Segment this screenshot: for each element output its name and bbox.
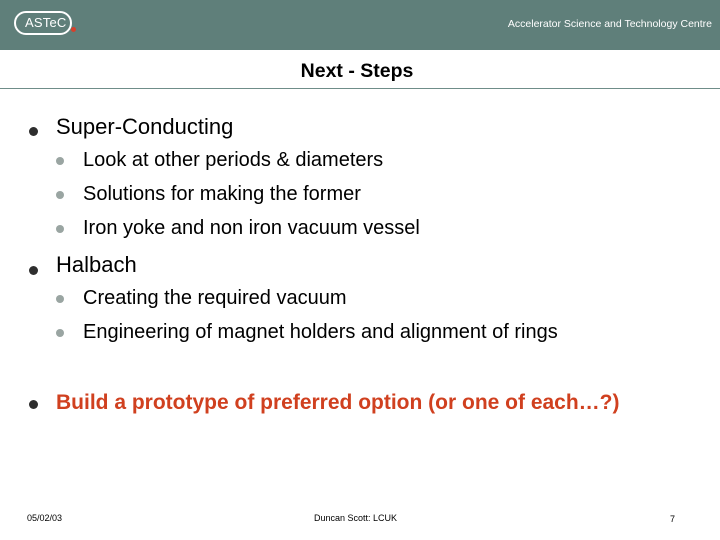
bullet-dot-icon: [29, 127, 38, 136]
bullet-dot-icon: [29, 266, 38, 275]
title-divider: [0, 88, 720, 89]
sub-bullet: Engineering of magnet holders and alignment of rings: [83, 321, 558, 343]
sub-bullet: Solutions for making the former: [83, 183, 361, 205]
centre-name: Accelerator Science and Technology Centre: [507, 18, 712, 30]
bullet-halbach: Halbach: [56, 252, 137, 277]
sub-bullet-dot-icon: [56, 295, 64, 303]
slide-title: Next - Steps: [300, 60, 414, 82]
sub-bullet-dot-icon: [56, 191, 64, 199]
header-bar: [0, 0, 720, 50]
footer-author: Duncan Scott: LCUK: [314, 513, 398, 523]
sub-bullet-dot-icon: [56, 157, 64, 165]
bullet-superconducting: Super-Conducting: [56, 114, 234, 139]
footer-date: 05/02/03: [27, 513, 63, 523]
sub-bullet: Iron yoke and non iron vacuum vessel: [83, 217, 420, 239]
sub-bullet-dot-icon: [56, 329, 64, 337]
bullet-build-prototype: Build a prototype of preferred option (or one of each…?): [56, 391, 620, 414]
bullet-dot-icon: [29, 400, 38, 409]
page-number: 7: [670, 514, 676, 524]
astec-logo: ASTeC: [14, 11, 72, 35]
sub-bullet: Creating the required vacuum: [83, 287, 347, 309]
sub-bullet-dot-icon: [56, 225, 64, 233]
sub-bullet: Look at other periods & diameters: [83, 149, 384, 171]
logo-dot-icon: [71, 27, 76, 32]
